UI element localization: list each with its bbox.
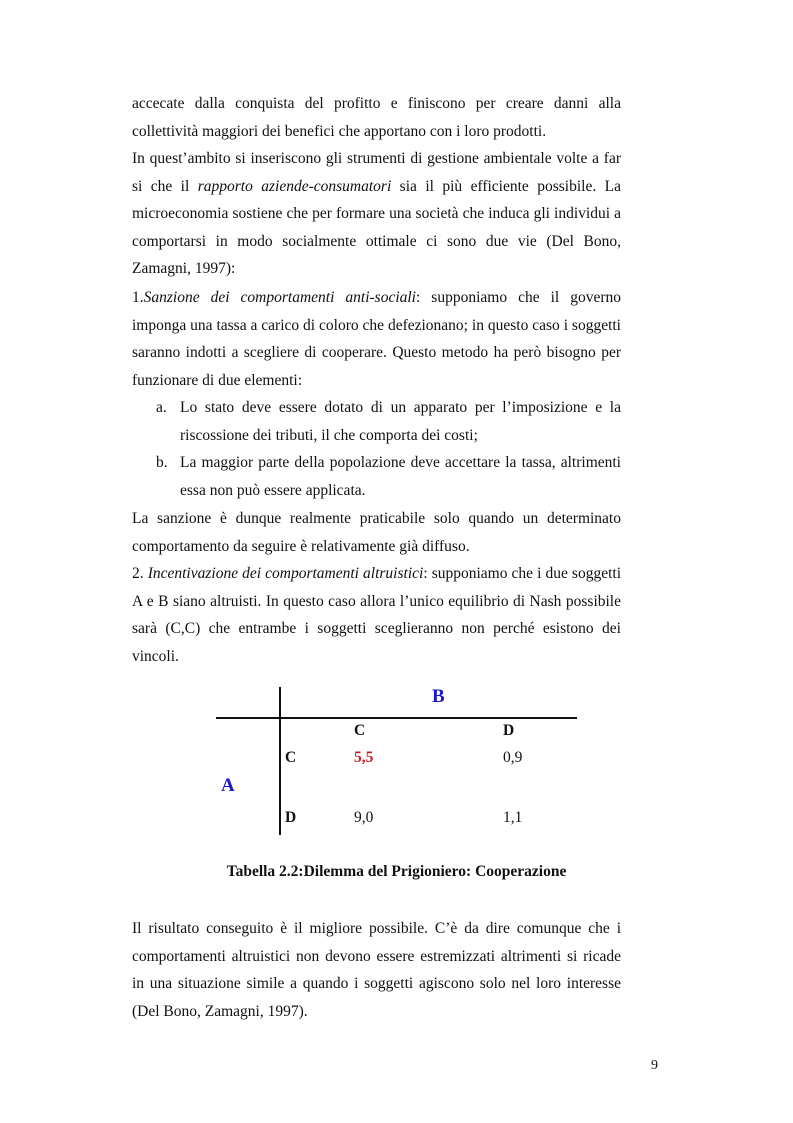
paragraph-result bbox=[132, 915, 621, 1025]
paragraph-environmental-tools bbox=[132, 145, 621, 283]
list-item bbox=[156, 394, 621, 449]
column-header-c: C bbox=[354, 722, 366, 739]
payoff-cell-cc: 5,5 bbox=[354, 749, 374, 766]
table-horizontal-rule bbox=[216, 717, 577, 719]
row-header-c: C bbox=[285, 749, 297, 766]
paragraph-text: accecate dalla conquista del profitto e finiscono per creare danni alla collettività maggiori dei benefici che apportano con i loro prodotti. bbox=[132, 95, 621, 140]
paragraph-text: : supponiamo che il governo imponga una tassa a carico di coloro che defezionano; in questo caso i soggetti saranno indotti a scegliere di cooperare. Questo metodo ha però bisogno per funzionare di due elementi: bbox=[132, 289, 622, 389]
list-item-text: La maggior parte della popolazione deve accettare la tassa, altrimenti essa non può essere applicata. bbox=[180, 454, 621, 499]
player-b-label: B bbox=[432, 686, 445, 707]
list-item-text: Lo stato deve essere dotato di un apparato per l’imposizione e la riscossione dei tributi, il che comporta dei costi; bbox=[180, 399, 621, 444]
paragraph-incentives bbox=[132, 560, 621, 670]
paragraph-number: 1. bbox=[132, 289, 144, 306]
paragraph-text: Il risultato conseguito è il migliore possibile. C’è da dire comunque che i comportamenti altruistici non devono essere estremizzati altrimenti si ricade in una situazione simile a quando i soggetti agiscono solo nel loro interesse (Del Bono, Zamagni, 1997). bbox=[132, 920, 621, 1020]
table-vertical-rule bbox=[279, 687, 281, 835]
paragraph-sanction-conclusion bbox=[132, 505, 621, 560]
list-item bbox=[156, 449, 621, 504]
emphasis-text: Incentivazione dei comportamenti altruistici bbox=[147, 565, 424, 582]
payoff-cell-cd: 0,9 bbox=[503, 749, 523, 766]
payoff-cell-dd: 1,1 bbox=[503, 809, 523, 826]
page-number: 9 bbox=[651, 1058, 658, 1073]
list-marker: a. bbox=[156, 399, 167, 416]
column-header-d: D bbox=[503, 722, 515, 739]
list-marker: b. bbox=[156, 454, 168, 471]
paragraph-text: In quest’ambito si inseriscono gli strumenti di gestione ambientale volte a far si che il bbox=[132, 150, 621, 195]
emphasis-text: Sanzione dei comportamenti anti-sociali bbox=[143, 289, 416, 306]
paragraph-intro-continuation bbox=[132, 90, 621, 145]
paragraph-text: La sanzione è dunque realmente praticabile solo quando un determinato comportamento da seguire è relativamente già diffuso. bbox=[132, 510, 621, 555]
paragraph-sanctions bbox=[132, 284, 621, 394]
payoff-cell-dc: 9,0 bbox=[354, 809, 374, 826]
row-header-d: D bbox=[285, 809, 297, 826]
paragraph-text: : supponiamo che i due soggetti A e B siano altruisti. In questo caso allora l’unico equilibrio di Nash possibile sarà (C,C) che entrambe i soggetti sceglieranno non perché esistono dei vincoli. bbox=[132, 565, 621, 665]
emphasis-text: rapporto aziende-consumatori bbox=[197, 177, 392, 195]
paragraph-number: 2. bbox=[132, 565, 148, 582]
paragraph-text: sia il più efficiente possibile. La microeconomia sostiene che per formare una società che induca gli individui a comportarsi in modo socialmente ottimale ci sono due vie (Del Bono, Zamagni, 1997): bbox=[132, 177, 621, 277]
player-a-label: A bbox=[221, 775, 235, 796]
table-caption: Tabella 2.2:Dilemma del Prigioniero: Cooperazione bbox=[226, 863, 567, 880]
